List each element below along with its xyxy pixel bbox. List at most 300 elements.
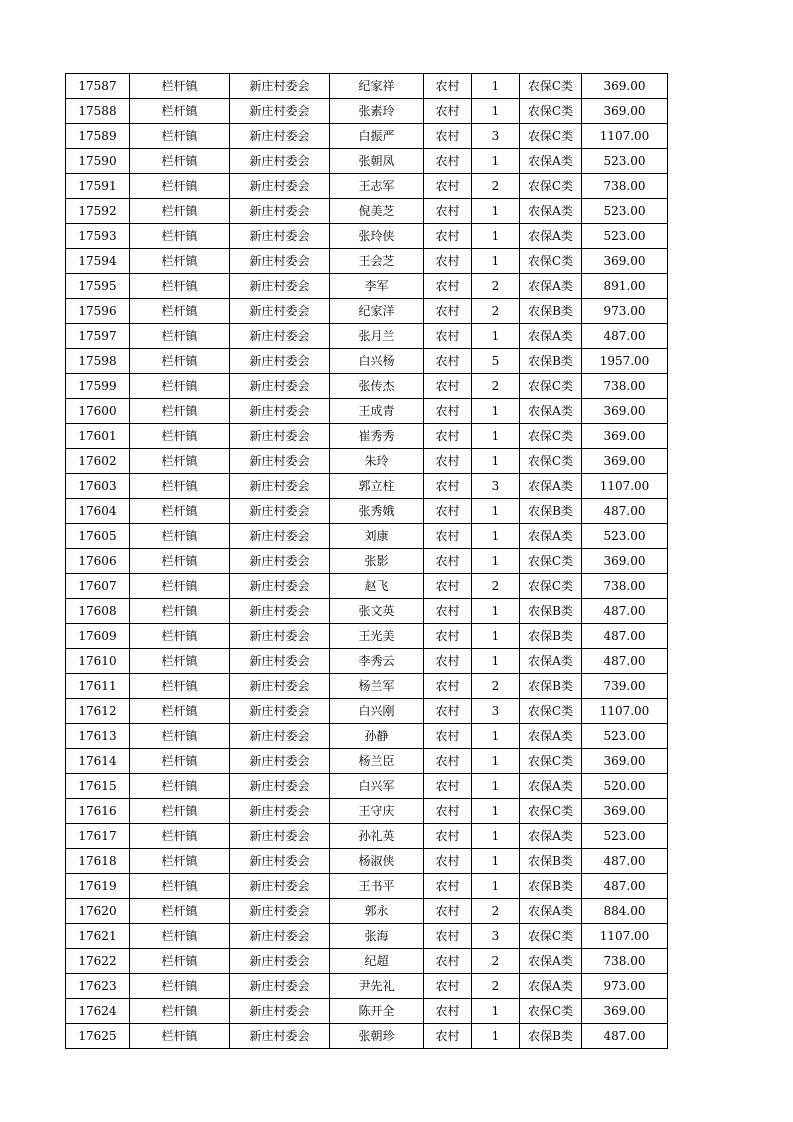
cell-members: 2 xyxy=(472,674,520,699)
cell-id: 17622 xyxy=(66,949,130,974)
cell-members: 1 xyxy=(472,624,520,649)
cell-category: 农保B类 xyxy=(520,624,582,649)
table-row xyxy=(66,149,668,174)
table-row xyxy=(66,974,668,999)
cell-members: 3 xyxy=(472,699,520,724)
cell-amount: 520.00 xyxy=(582,774,668,799)
cell-town: 栏杆镇 xyxy=(130,299,230,324)
cell-town: 栏杆镇 xyxy=(130,474,230,499)
table-row xyxy=(66,124,668,149)
cell-id: 17606 xyxy=(66,549,130,574)
cell-name: 王书平 xyxy=(330,874,424,899)
cell-amount: 369.00 xyxy=(582,749,668,774)
cell-category: 农保C类 xyxy=(520,549,582,574)
cell-name: 纪超 xyxy=(330,949,424,974)
cell-town: 栏杆镇 xyxy=(130,774,230,799)
cell-amount: 1957.00 xyxy=(582,349,668,374)
table-row xyxy=(66,249,668,274)
cell-members: 3 xyxy=(472,124,520,149)
cell-residence: 农村 xyxy=(424,474,472,499)
cell-id: 17605 xyxy=(66,524,130,549)
table-row xyxy=(66,424,668,449)
cell-amount: 523.00 xyxy=(582,199,668,224)
cell-id: 17618 xyxy=(66,849,130,874)
cell-amount: 487.00 xyxy=(582,1024,668,1049)
cell-name: 王光美 xyxy=(330,624,424,649)
cell-id: 17599 xyxy=(66,374,130,399)
cell-amount: 738.00 xyxy=(582,574,668,599)
cell-village: 新庄村委会 xyxy=(230,899,330,924)
table-row xyxy=(66,699,668,724)
cell-name: 杨兰臣 xyxy=(330,749,424,774)
cell-id: 17591 xyxy=(66,174,130,199)
cell-id: 17617 xyxy=(66,824,130,849)
cell-id: 17597 xyxy=(66,324,130,349)
cell-id: 17595 xyxy=(66,274,130,299)
table-row xyxy=(66,624,668,649)
cell-category: 农保A类 xyxy=(520,824,582,849)
table-row xyxy=(66,599,668,624)
cell-members: 5 xyxy=(472,349,520,374)
cell-category: 农保C类 xyxy=(520,424,582,449)
cell-members: 1 xyxy=(472,74,520,99)
cell-category: 农保C类 xyxy=(520,749,582,774)
cell-name: 杨淑侠 xyxy=(330,849,424,874)
cell-amount: 891.00 xyxy=(582,274,668,299)
cell-town: 栏杆镇 xyxy=(130,874,230,899)
cell-id: 17600 xyxy=(66,399,130,424)
cell-residence: 农村 xyxy=(424,599,472,624)
cell-residence: 农村 xyxy=(424,1024,472,1049)
cell-residence: 农村 xyxy=(424,349,472,374)
cell-amount: 369.00 xyxy=(582,549,668,574)
cell-name: 王志军 xyxy=(330,174,424,199)
cell-id: 17623 xyxy=(66,974,130,999)
cell-name: 张秀娥 xyxy=(330,499,424,524)
table-row xyxy=(66,774,668,799)
cell-village: 新庄村委会 xyxy=(230,199,330,224)
cell-amount: 523.00 xyxy=(582,224,668,249)
cell-town: 栏杆镇 xyxy=(130,149,230,174)
cell-category: 农保B类 xyxy=(520,349,582,374)
cell-amount: 1107.00 xyxy=(582,124,668,149)
cell-members: 3 xyxy=(472,924,520,949)
cell-category: 农保A类 xyxy=(520,774,582,799)
cell-members: 1 xyxy=(472,999,520,1024)
cell-id: 17615 xyxy=(66,774,130,799)
cell-village: 新庄村委会 xyxy=(230,299,330,324)
cell-members: 2 xyxy=(472,274,520,299)
cell-name: 张玲侠 xyxy=(330,224,424,249)
cell-town: 栏杆镇 xyxy=(130,199,230,224)
cell-village: 新庄村委会 xyxy=(230,974,330,999)
cell-members: 2 xyxy=(472,174,520,199)
cell-residence: 农村 xyxy=(424,174,472,199)
table-row xyxy=(66,849,668,874)
cell-id: 17620 xyxy=(66,899,130,924)
cell-id: 17602 xyxy=(66,449,130,474)
cell-amount: 523.00 xyxy=(582,824,668,849)
table-row xyxy=(66,74,668,99)
cell-id: 17592 xyxy=(66,199,130,224)
cell-residence: 农村 xyxy=(424,724,472,749)
table-row xyxy=(66,324,668,349)
cell-name: 郭永 xyxy=(330,899,424,924)
table-row xyxy=(66,99,668,124)
cell-amount: 884.00 xyxy=(582,899,668,924)
cell-name: 王守庆 xyxy=(330,799,424,824)
cell-name: 倪美芝 xyxy=(330,199,424,224)
cell-town: 栏杆镇 xyxy=(130,749,230,774)
table-row xyxy=(66,549,668,574)
cell-category: 农保C类 xyxy=(520,699,582,724)
cell-id: 17598 xyxy=(66,349,130,374)
cell-town: 栏杆镇 xyxy=(130,324,230,349)
cell-id: 17607 xyxy=(66,574,130,599)
cell-village: 新庄村委会 xyxy=(230,599,330,624)
cell-id: 17594 xyxy=(66,249,130,274)
cell-village: 新庄村委会 xyxy=(230,549,330,574)
table-row xyxy=(66,674,668,699)
table-row xyxy=(66,874,668,899)
table-row xyxy=(66,824,668,849)
cell-town: 栏杆镇 xyxy=(130,624,230,649)
cell-village: 新庄村委会 xyxy=(230,949,330,974)
cell-id: 17604 xyxy=(66,499,130,524)
cell-name: 张海 xyxy=(330,924,424,949)
cell-amount: 738.00 xyxy=(582,374,668,399)
cell-village: 新庄村委会 xyxy=(230,774,330,799)
cell-amount: 487.00 xyxy=(582,499,668,524)
cell-id: 17613 xyxy=(66,724,130,749)
cell-village: 新庄村委会 xyxy=(230,74,330,99)
cell-category: 农保A类 xyxy=(520,324,582,349)
cell-residence: 农村 xyxy=(424,374,472,399)
cell-village: 新庄村委会 xyxy=(230,124,330,149)
cell-category: 农保C类 xyxy=(520,924,582,949)
cell-category: 农保A类 xyxy=(520,474,582,499)
cell-town: 栏杆镇 xyxy=(130,349,230,374)
cell-id: 17610 xyxy=(66,649,130,674)
cell-residence: 农村 xyxy=(424,799,472,824)
cell-residence: 农村 xyxy=(424,224,472,249)
cell-category: 农保A类 xyxy=(520,274,582,299)
cell-id: 17590 xyxy=(66,149,130,174)
cell-members: 1 xyxy=(472,874,520,899)
cell-village: 新庄村委会 xyxy=(230,1024,330,1049)
cell-village: 新庄村委会 xyxy=(230,824,330,849)
cell-name: 郭立柱 xyxy=(330,474,424,499)
cell-id: 17624 xyxy=(66,999,130,1024)
table-row xyxy=(66,949,668,974)
table-row xyxy=(66,499,668,524)
cell-town: 栏杆镇 xyxy=(130,674,230,699)
cell-members: 2 xyxy=(472,299,520,324)
cell-category: 农保B类 xyxy=(520,849,582,874)
cell-town: 栏杆镇 xyxy=(130,524,230,549)
cell-amount: 1107.00 xyxy=(582,699,668,724)
cell-village: 新庄村委会 xyxy=(230,574,330,599)
cell-residence: 农村 xyxy=(424,574,472,599)
cell-name: 张传杰 xyxy=(330,374,424,399)
cell-id: 17611 xyxy=(66,674,130,699)
cell-village: 新庄村委会 xyxy=(230,624,330,649)
cell-town: 栏杆镇 xyxy=(130,974,230,999)
cell-residence: 农村 xyxy=(424,249,472,274)
cell-residence: 农村 xyxy=(424,699,472,724)
cell-members: 1 xyxy=(472,799,520,824)
table-row xyxy=(66,374,668,399)
cell-members: 2 xyxy=(472,949,520,974)
cell-category: 农保A类 xyxy=(520,649,582,674)
cell-name: 尹先礼 xyxy=(330,974,424,999)
cell-village: 新庄村委会 xyxy=(230,224,330,249)
cell-name: 崔秀秀 xyxy=(330,424,424,449)
cell-amount: 523.00 xyxy=(582,724,668,749)
cell-town: 栏杆镇 xyxy=(130,924,230,949)
table-row xyxy=(66,449,668,474)
cell-name: 张影 xyxy=(330,549,424,574)
cell-residence: 农村 xyxy=(424,299,472,324)
cell-category: 农保C类 xyxy=(520,124,582,149)
cell-amount: 1107.00 xyxy=(582,924,668,949)
cell-village: 新庄村委会 xyxy=(230,324,330,349)
cell-amount: 523.00 xyxy=(582,524,668,549)
cell-category: 农保A类 xyxy=(520,149,582,174)
table-row xyxy=(66,1024,668,1049)
cell-residence: 农村 xyxy=(424,974,472,999)
cell-village: 新庄村委会 xyxy=(230,399,330,424)
cell-id: 17609 xyxy=(66,624,130,649)
cell-residence: 农村 xyxy=(424,824,472,849)
table-row xyxy=(66,524,668,549)
cell-amount: 369.00 xyxy=(582,99,668,124)
cell-village: 新庄村委会 xyxy=(230,999,330,1024)
cell-name: 王会芝 xyxy=(330,249,424,274)
table-row xyxy=(66,574,668,599)
cell-town: 栏杆镇 xyxy=(130,99,230,124)
cell-members: 1 xyxy=(472,599,520,624)
cell-residence: 农村 xyxy=(424,999,472,1024)
cell-residence: 农村 xyxy=(424,149,472,174)
cell-name: 刘康 xyxy=(330,524,424,549)
table-row xyxy=(66,299,668,324)
cell-town: 栏杆镇 xyxy=(130,799,230,824)
cell-town: 栏杆镇 xyxy=(130,899,230,924)
cell-village: 新庄村委会 xyxy=(230,924,330,949)
table-row xyxy=(66,199,668,224)
table-row xyxy=(66,999,668,1024)
cell-category: 农保A类 xyxy=(520,949,582,974)
cell-category: 农保A类 xyxy=(520,399,582,424)
cell-category: 农保A类 xyxy=(520,224,582,249)
cell-town: 栏杆镇 xyxy=(130,224,230,249)
cell-residence: 农村 xyxy=(424,549,472,574)
table-row xyxy=(66,174,668,199)
cell-amount: 487.00 xyxy=(582,649,668,674)
cell-id: 17625 xyxy=(66,1024,130,1049)
cell-residence: 农村 xyxy=(424,399,472,424)
cell-id: 17601 xyxy=(66,424,130,449)
cell-residence: 农村 xyxy=(424,774,472,799)
cell-members: 1 xyxy=(472,424,520,449)
cell-town: 栏杆镇 xyxy=(130,849,230,874)
cell-residence: 农村 xyxy=(424,274,472,299)
cell-town: 栏杆镇 xyxy=(130,574,230,599)
cell-members: 1 xyxy=(472,724,520,749)
cell-town: 栏杆镇 xyxy=(130,249,230,274)
cell-residence: 农村 xyxy=(424,949,472,974)
cell-name: 陈开全 xyxy=(330,999,424,1024)
cell-amount: 487.00 xyxy=(582,849,668,874)
cell-name: 白兴杨 xyxy=(330,349,424,374)
cell-town: 栏杆镇 xyxy=(130,424,230,449)
cell-name: 张素玲 xyxy=(330,99,424,124)
cell-amount: 738.00 xyxy=(582,949,668,974)
cell-category: 农保B类 xyxy=(520,499,582,524)
cell-id: 17614 xyxy=(66,749,130,774)
cell-residence: 农村 xyxy=(424,449,472,474)
cell-category: 农保B类 xyxy=(520,599,582,624)
cell-members: 1 xyxy=(472,499,520,524)
cell-residence: 农村 xyxy=(424,649,472,674)
cell-members: 3 xyxy=(472,474,520,499)
cell-name: 孙礼英 xyxy=(330,824,424,849)
cell-category: 农保C类 xyxy=(520,449,582,474)
cell-residence: 农村 xyxy=(424,324,472,349)
table-row xyxy=(66,724,668,749)
cell-name: 张朝凤 xyxy=(330,149,424,174)
cell-amount: 487.00 xyxy=(582,324,668,349)
table-row xyxy=(66,349,668,374)
cell-name: 赵飞 xyxy=(330,574,424,599)
table-row xyxy=(66,224,668,249)
cell-town: 栏杆镇 xyxy=(130,999,230,1024)
cell-residence: 农村 xyxy=(424,499,472,524)
cell-town: 栏杆镇 xyxy=(130,599,230,624)
cell-members: 1 xyxy=(472,849,520,874)
cell-village: 新庄村委会 xyxy=(230,474,330,499)
cell-members: 2 xyxy=(472,374,520,399)
cell-residence: 农村 xyxy=(424,674,472,699)
cell-village: 新庄村委会 xyxy=(230,424,330,449)
cell-members: 1 xyxy=(472,199,520,224)
cell-town: 栏杆镇 xyxy=(130,649,230,674)
cell-name: 孙静 xyxy=(330,724,424,749)
cell-village: 新庄村委会 xyxy=(230,249,330,274)
cell-residence: 农村 xyxy=(424,849,472,874)
cell-village: 新庄村委会 xyxy=(230,649,330,674)
cell-members: 2 xyxy=(472,899,520,924)
cell-residence: 农村 xyxy=(424,874,472,899)
cell-members: 1 xyxy=(472,399,520,424)
cell-town: 栏杆镇 xyxy=(130,399,230,424)
cell-town: 栏杆镇 xyxy=(130,174,230,199)
cell-name: 白振严 xyxy=(330,124,424,149)
cell-category: 农保C类 xyxy=(520,374,582,399)
cell-town: 栏杆镇 xyxy=(130,499,230,524)
table-row xyxy=(66,924,668,949)
cell-members: 1 xyxy=(472,324,520,349)
cell-members: 1 xyxy=(472,524,520,549)
table-row xyxy=(66,274,668,299)
cell-category: 农保A类 xyxy=(520,724,582,749)
cell-category: 农保A类 xyxy=(520,899,582,924)
cell-town: 栏杆镇 xyxy=(130,549,230,574)
records-table xyxy=(65,73,668,1049)
cell-members: 1 xyxy=(472,824,520,849)
cell-town: 栏杆镇 xyxy=(130,824,230,849)
cell-name: 李军 xyxy=(330,274,424,299)
cell-name: 张文英 xyxy=(330,599,424,624)
cell-residence: 农村 xyxy=(424,924,472,949)
cell-village: 新庄村委会 xyxy=(230,874,330,899)
cell-id: 17608 xyxy=(66,599,130,624)
cell-town: 栏杆镇 xyxy=(130,274,230,299)
cell-residence: 农村 xyxy=(424,424,472,449)
cell-amount: 487.00 xyxy=(582,874,668,899)
cell-amount: 739.00 xyxy=(582,674,668,699)
cell-residence: 农村 xyxy=(424,749,472,774)
cell-category: 农保B类 xyxy=(520,1024,582,1049)
cell-amount: 369.00 xyxy=(582,449,668,474)
cell-category: 农保C类 xyxy=(520,99,582,124)
cell-category: 农保C类 xyxy=(520,174,582,199)
records-table-body xyxy=(66,74,668,1049)
cell-residence: 农村 xyxy=(424,524,472,549)
cell-amount: 487.00 xyxy=(582,599,668,624)
cell-village: 新庄村委会 xyxy=(230,174,330,199)
cell-name: 李秀云 xyxy=(330,649,424,674)
cell-id: 17596 xyxy=(66,299,130,324)
cell-members: 1 xyxy=(472,149,520,174)
cell-members: 1 xyxy=(472,749,520,774)
cell-id: 17587 xyxy=(66,74,130,99)
cell-village: 新庄村委会 xyxy=(230,99,330,124)
cell-amount: 523.00 xyxy=(582,149,668,174)
cell-village: 新庄村委会 xyxy=(230,799,330,824)
cell-id: 17612 xyxy=(66,699,130,724)
cell-amount: 973.00 xyxy=(582,974,668,999)
cell-town: 栏杆镇 xyxy=(130,449,230,474)
table-row xyxy=(66,399,668,424)
cell-name: 白兴军 xyxy=(330,774,424,799)
cell-category: 农保C类 xyxy=(520,574,582,599)
cell-members: 1 xyxy=(472,99,520,124)
cell-village: 新庄村委会 xyxy=(230,274,330,299)
cell-amount: 369.00 xyxy=(582,999,668,1024)
cell-town: 栏杆镇 xyxy=(130,949,230,974)
cell-village: 新庄村委会 xyxy=(230,724,330,749)
cell-category: 农保A类 xyxy=(520,974,582,999)
cell-town: 栏杆镇 xyxy=(130,699,230,724)
cell-name: 张月兰 xyxy=(330,324,424,349)
cell-members: 1 xyxy=(472,1024,520,1049)
cell-amount: 369.00 xyxy=(582,424,668,449)
cell-members: 1 xyxy=(472,774,520,799)
cell-village: 新庄村委会 xyxy=(230,524,330,549)
cell-id: 17603 xyxy=(66,474,130,499)
cell-residence: 农村 xyxy=(424,74,472,99)
cell-village: 新庄村委会 xyxy=(230,749,330,774)
cell-amount: 487.00 xyxy=(582,624,668,649)
cell-category: 农保C类 xyxy=(520,799,582,824)
cell-members: 1 xyxy=(472,249,520,274)
cell-residence: 农村 xyxy=(424,624,472,649)
cell-residence: 农村 xyxy=(424,899,472,924)
cell-name: 王成青 xyxy=(330,399,424,424)
cell-amount: 973.00 xyxy=(582,299,668,324)
